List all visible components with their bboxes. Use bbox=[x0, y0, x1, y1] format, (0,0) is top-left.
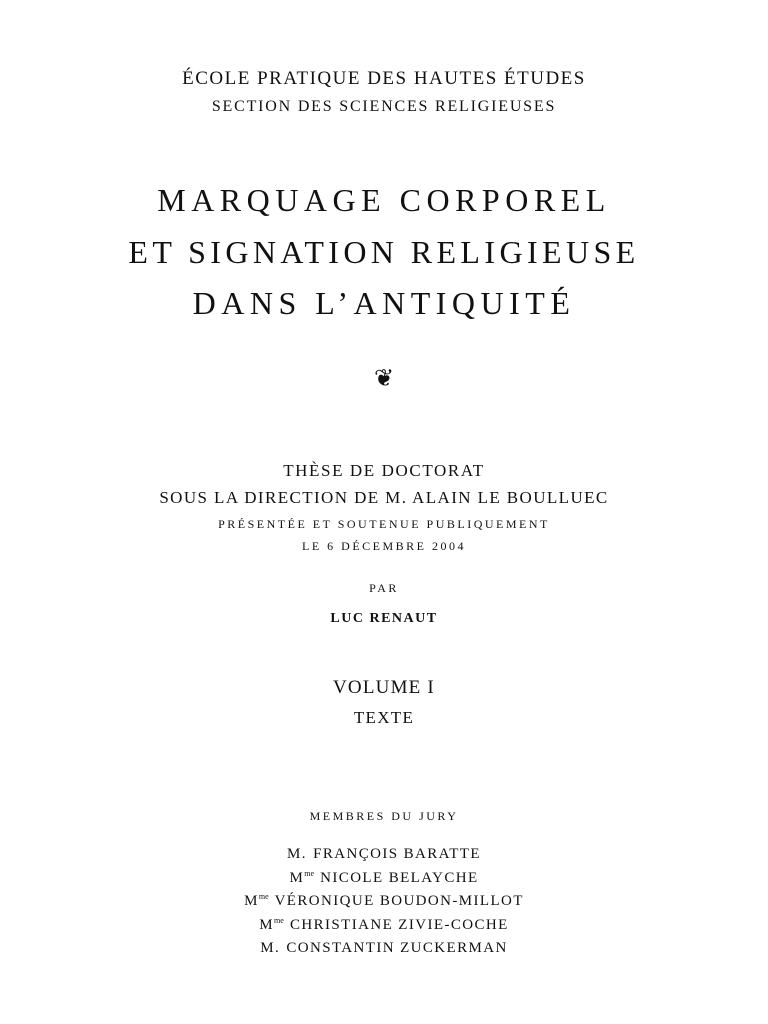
jury-member-name: CONSTANTIN ZUCKERMAN bbox=[286, 940, 508, 956]
fleuron-icon: ❦ bbox=[373, 366, 395, 392]
jury-member-prefix: M bbox=[259, 917, 275, 933]
author-name: LUC RENAUT bbox=[330, 611, 438, 626]
jury-member-title-sup: me bbox=[304, 869, 314, 878]
institution-section: SECTION DES SCIENCES RELIGIEUSES bbox=[211, 98, 557, 115]
jury-member-prefix: M bbox=[289, 870, 305, 886]
jury-member bbox=[0, 845, 768, 863]
thesis-direction: SOUS LA DIRECTION DE M. ALAIN LE BOULLUEC bbox=[159, 488, 609, 507]
jury-member bbox=[0, 869, 768, 887]
jury-member-prefix: M. bbox=[260, 940, 281, 956]
jury-member-name: NICOLE BELAYCHE bbox=[320, 870, 479, 886]
thesis-type: THÈSE DE DOCTORAT bbox=[283, 461, 485, 480]
jury-heading: MEMBRES DU JURY bbox=[309, 809, 459, 823]
jury-member-prefix: M. bbox=[287, 846, 307, 862]
jury-member bbox=[0, 939, 768, 957]
jury-member-name: FRANÇOIS BARATTE bbox=[313, 846, 481, 862]
jury-member-title-sup: me bbox=[274, 916, 284, 925]
jury-member-name: VÉRONIQUE BOUDON-MILLOT bbox=[274, 893, 524, 909]
jury-member-name: CHRISTIANE ZIVIE-COCHE bbox=[289, 917, 509, 933]
thesis-title-line-1: MARQUAGE CORPOREL bbox=[157, 182, 611, 218]
jury-member-prefix: M bbox=[244, 893, 259, 909]
jury-member-title-sup: me bbox=[258, 892, 269, 901]
thesis-presented: PRÉSENTÉE ET SOUTENUE PUBLIQUEMENT bbox=[218, 517, 550, 531]
by-label: PAR bbox=[369, 581, 399, 595]
thesis-title-line-2: ET SIGNATION RELIGIEUSE bbox=[128, 234, 640, 270]
jury-member bbox=[0, 916, 768, 934]
thesis-title-line-3: DANS L’ANTIQUITÉ bbox=[192, 285, 576, 321]
institution-name: ÉCOLE PRATIQUE DES HAUTES ÉTUDES bbox=[182, 68, 586, 89]
volume-label: VOLUME I bbox=[333, 677, 435, 698]
volume-subtitle: TEXTE bbox=[353, 708, 415, 727]
thesis-date: LE 6 DÉCEMBRE 2004 bbox=[302, 539, 466, 553]
jury-member bbox=[0, 892, 768, 910]
